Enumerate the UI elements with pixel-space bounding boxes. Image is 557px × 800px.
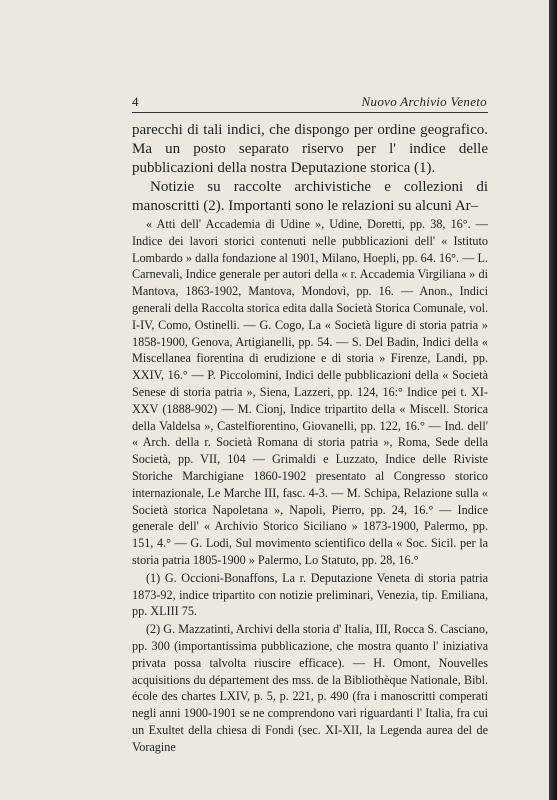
footnote-2: (2) G. Mazzatinti, Archivi della storia d' Italia, III, Rocca S. Casciano, pp. 300 (importantissima pubblicazione, che mostra quanto l' iniziativa privata possa talvolta riuscire efficace). — H. Omont, Nouvelles acquisitions du département des mss. de la Bibliothèque Nationale, Bibl. école des chartes LXIV, p. 5, p. 221, p. 490 (fra i manoscritti comperati negli anni 1900-1901 se ne comprendono vari riguardanti l' Italia, fra cui un Exultet della chiesa di Fondi (sec. XI-XII, la Legenda aurea del de Voragine xyxy=(132,622,488,754)
footnotes xyxy=(132,216,488,756)
running-title: Nuovo Archivio Veneto xyxy=(361,94,487,109)
scan-edge xyxy=(549,0,557,800)
body-paragraph: parecchi di tali indici, che dispongo per ordine geografico. Ma un posto separato riservo per l' indice delle pubblicazioni della nostra Deputazione storica (1). xyxy=(132,122,488,176)
body-paragraph: Notizie su raccolte archivistiche e collezioni di manoscritti (2). Importanti sono le relazioni su alcuni Ar– xyxy=(132,179,488,214)
footnote-1: (1) G. Occioni-Bonaffons, La r. Deputazione Veneta di storia patria 1873-92, indice tripartito con notizie preliminari, Venezia, tip. Emiliana, pp. XLIII 75. xyxy=(132,570,488,619)
page-number: 4 xyxy=(132,94,139,109)
running-header xyxy=(132,94,487,114)
footnote-continuation: « Atti dell' Accademia di Udine », Udine, Doretti, pp. 38, 16°. — Indice dei lavori storici contenuti nelle pubblicazioni dell' « Istituto Lombardo » dalla fondazione al 1901, Milano, Hoepli, pp. 64. 16°. — L. Carnevali, Indice generale per autori della « r. Accademia Virgiliana » di Mantova, 1863-1902, Mantova, Mondovì, pp. 16. — Anon., Indici generali della Raccolta storica edita dalla Società Storica Comunale, vol. I-IV, Como, Ostinelli. — G. Cogo, La « Società ligure di storia patria » 1858-1900, Genova, Artigianelli, pp. 54. — S. Del Badin, Indici della « Miscellanea fiorentina di erudizione e di storia » Firenze, Landi, pp. XXIV, 16.° — P. Piccolomini, Indici delle pubblicazioni della « Società Senese di storia patria », Siena, Lazzeri, pp. 124, 16:° Indice pei t. XI-XXV (1888-902) — M. Cionj, Indice tripartito della « Miscell. Storica della Valdelsa », Castelfiorentino, Giovanelli, pp. 122, 16.° — Ind. dell' « Arch. della r. Società Romana di storia patria », Roma, Sede della Società, pp. VII, 104 — Grimaldi e Luzzato, Indice delle Riviste Storiche Marchigiane 1860-1902 presentato al Congresso storico internazionale, Le Marche III, fasc. 4-3. — M. Schipa, Relazione sulla « Società storica Napoletana », Napoli, Pierro, pp. 24, 16.° — Indice generale dell' « Archivio Storico Siciliano » 1873-1900, Palermo, pp. 151, 4.° — G. Lodi, Sul movimento scientifico della « Soc. Sicil. per la storia patria 1805-1900 » Palermo, Lo Statuto, pp. 28, 16.° xyxy=(132,217,488,567)
header-rule xyxy=(132,112,488,113)
main-text xyxy=(132,121,488,216)
